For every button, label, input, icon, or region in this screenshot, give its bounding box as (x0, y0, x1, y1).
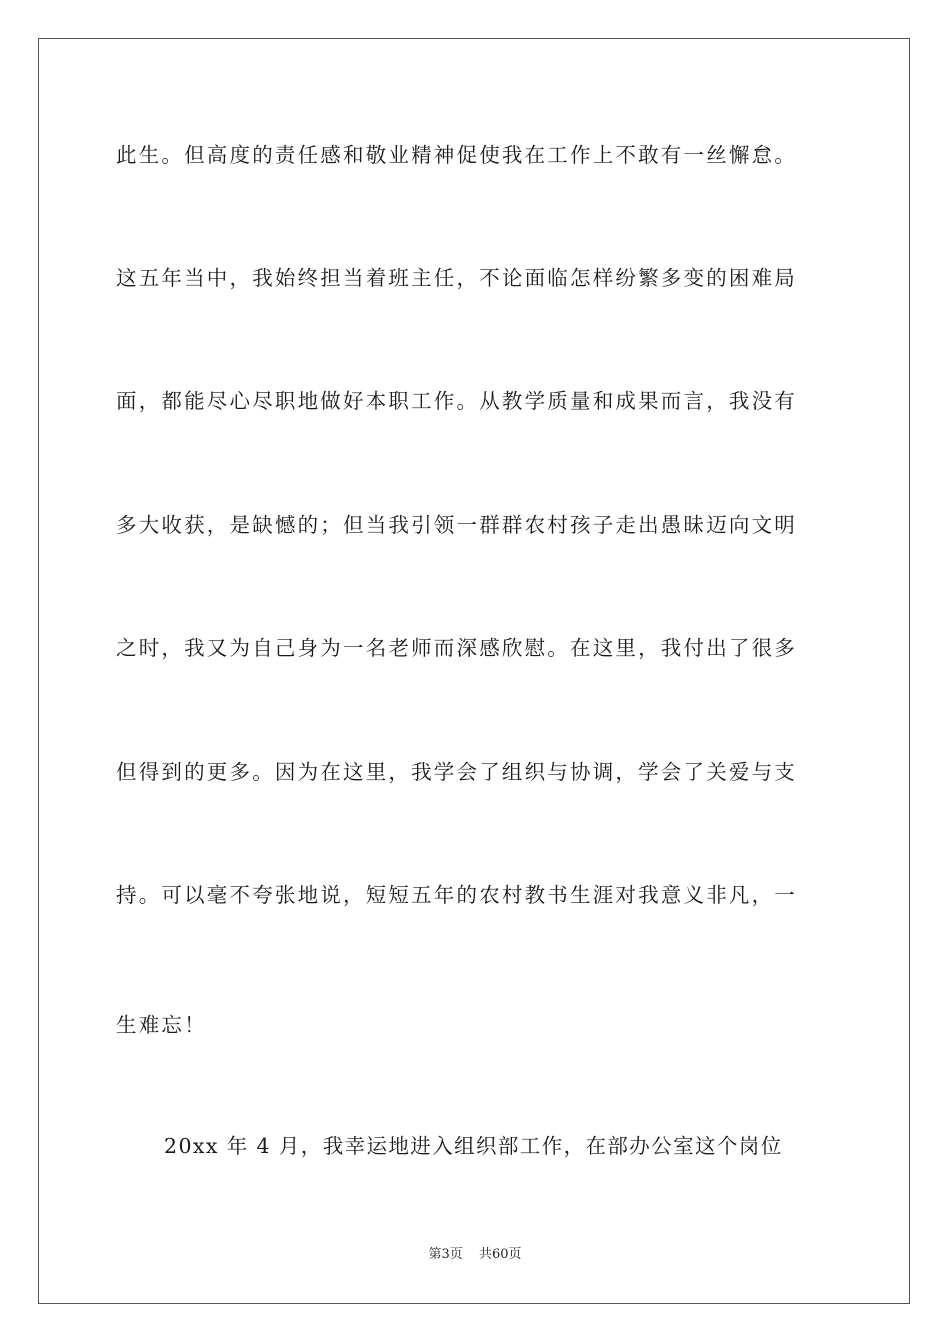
body-line-2: 这五年当中，我始终担当着班主任，不论面临怎样纷繁多变的困难局 (116, 266, 797, 290)
page-footer (0, 1246, 950, 1264)
body-line-1: 此生。但高度的责任感和敬业精神促使我在工作上不敢有一丝懈怠。 (116, 143, 797, 167)
page-number: 第3页 (428, 1247, 463, 1262)
body-line-8: 生难忘！ (116, 1013, 207, 1037)
page-total: 共60页 (478, 1247, 522, 1262)
body-line-3: 面，都能尽心尽职地做好本职工作。从教学质量和成果而言，我没有 (116, 389, 797, 413)
body-line-4: 多大收获，是缺憾的；但当我引领一群群农村孩子走出愚昧迈向文明 (116, 513, 797, 537)
page-frame (38, 38, 910, 1304)
body-line-9: 20xx 年 4 月，我幸运地进入组织部工作，在部办公室这个岗位 (164, 1134, 783, 1158)
body-line-6: 但得到的更多。因为在这里，我学会了组织与协调，学会了关爱与支 (116, 760, 797, 784)
body-line-7: 持。可以毫不夸张地说，短短五年的农村教书生涯对我意义非凡，一 (116, 883, 797, 907)
body-line-5: 之时，我又为自己身为一名老师而深感欣慰。在这里，我付出了很多 (116, 636, 797, 660)
